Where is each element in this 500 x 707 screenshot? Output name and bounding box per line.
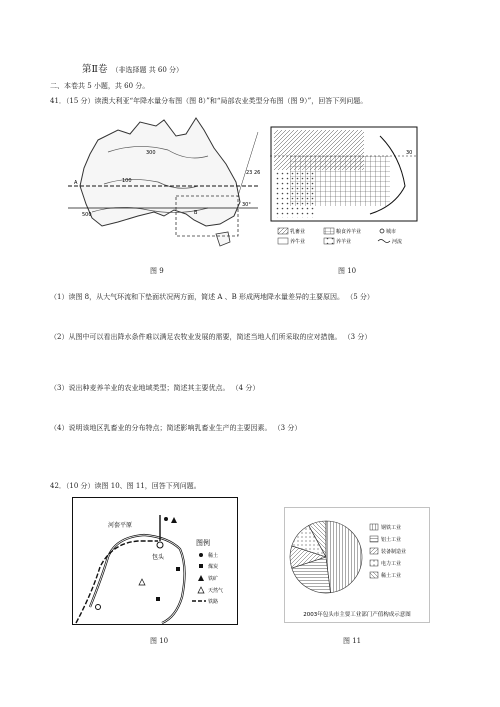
- legend-rare-earth: 稀土: [208, 553, 219, 559]
- rare-earth-mark: [164, 517, 168, 521]
- label-iso-300: 300: [146, 150, 156, 156]
- pie-legend-swatch-3: [370, 560, 378, 566]
- label-point-b: B: [194, 210, 198, 216]
- agriculture-type-map: [270, 126, 420, 246]
- section-title-text: 第Ⅱ卷: [82, 64, 108, 75]
- legend-cattle-swatch: [278, 238, 288, 244]
- section-title: [82, 61, 183, 75]
- legend-mixed-swatch: [324, 228, 334, 234]
- legend-dairy: 乳畜业: [290, 229, 306, 235]
- pie-legend-swatch-0: [370, 524, 378, 530]
- label-inset-30: 30: [406, 150, 413, 156]
- legend-title: 图例: [196, 539, 210, 547]
- label-city: 包头: [152, 554, 165, 561]
- australia-precipitation-map: [68, 112, 261, 262]
- legend-cattle: 养牛业: [290, 239, 306, 245]
- legend-iron: 铁矿: [208, 576, 219, 582]
- legend-gas: 天然气: [208, 588, 224, 594]
- coal-icon: [199, 564, 203, 568]
- baotou-resource-map: [72, 497, 238, 625]
- pie-legend-swatch-2: [370, 548, 378, 554]
- fig10-caption: 图 10: [338, 267, 357, 275]
- city-icon-2: [96, 605, 101, 610]
- legend-coal: 煤炭: [208, 564, 219, 570]
- coal-mark-2: [156, 597, 160, 601]
- label-point-a: A: [74, 180, 78, 186]
- legend-sheep: 养羊业: [336, 239, 352, 245]
- city-icon: [380, 229, 384, 233]
- q41-sub1: （1）读图 8，从大气环流和下垫面状况两方面，简述 A 、B 形成两地降水量差异的主要原因。 （5 分）: [50, 293, 374, 301]
- australia-coastline: [80, 118, 240, 226]
- coal-mark: [176, 567, 180, 571]
- q42-fig10-caption: 图 10: [150, 637, 169, 645]
- section-subtitle: （非选择题 共 60 分）: [111, 66, 184, 74]
- label-lat-30: 30°: [242, 202, 251, 208]
- label-tropic: 23 26: [246, 170, 261, 176]
- tasmania-outline: [216, 232, 230, 246]
- q41-sub3: （3）说出种麦养羊业的农业地域类型；简述其主要优点。 （4 分）: [50, 384, 260, 392]
- city-icon: [157, 542, 163, 548]
- q41-sub4: （4）说明该地区乳畜业的分布特点；简述影响乳畜业生产的主要因素。 （3 分）: [50, 424, 302, 432]
- label-plain: 河套平原: [108, 522, 133, 529]
- q42-stem: 42．（10 分）读图 10、图 11，回答下列问题。: [50, 482, 201, 490]
- pie-legend-label-2: 装备制造业: [381, 549, 407, 555]
- pie-legend-label-0: 钢铁工业: [381, 525, 402, 531]
- legend-mixed: 粮食养羊业: [336, 229, 362, 235]
- legend-river: 河流: [392, 239, 403, 245]
- label-iso-100: 100: [122, 178, 132, 184]
- pie-legend-swatch-1: [370, 536, 378, 542]
- pie-legend-swatch-4: [370, 572, 378, 578]
- pie-legend-label-1: 铝土工业: [381, 537, 402, 543]
- q41-sub2: （2）从图中可以看出降水条件难以满足农牧业发展的需要，简述当地人们所采取的应对措施。 （3 分）: [50, 333, 372, 341]
- pie-caption: 2003年包头市主要工业部门产值构成示意图: [303, 612, 411, 618]
- q42-fig11-caption: 图 11: [343, 637, 362, 645]
- region-sheep: [274, 170, 314, 218]
- rare-earth-icon: [199, 553, 203, 557]
- section-intro: 二、本卷共 5 小题，共 60 分。: [50, 82, 150, 90]
- legend-sheep-swatch: [324, 238, 334, 244]
- q41-stem: 41．（15 分）读澳大利亚“年降水量分布图（图 8）”和“局部农业类型分布图（图 9）”，回答下列问题。: [50, 97, 368, 105]
- pie-legend-label-4: 稀土工业: [381, 573, 402, 579]
- fig9-caption: 图 9: [150, 267, 164, 275]
- industry-pie-chart: [284, 507, 430, 623]
- legend-dairy-swatch: [278, 228, 288, 234]
- pie-legend-label-3: 电力工业: [381, 561, 402, 567]
- label-iso-500: 500: [82, 212, 92, 218]
- legend-city: 城市: [386, 229, 397, 235]
- river-icon: [378, 240, 390, 243]
- legend-railway: 铁路: [208, 599, 219, 605]
